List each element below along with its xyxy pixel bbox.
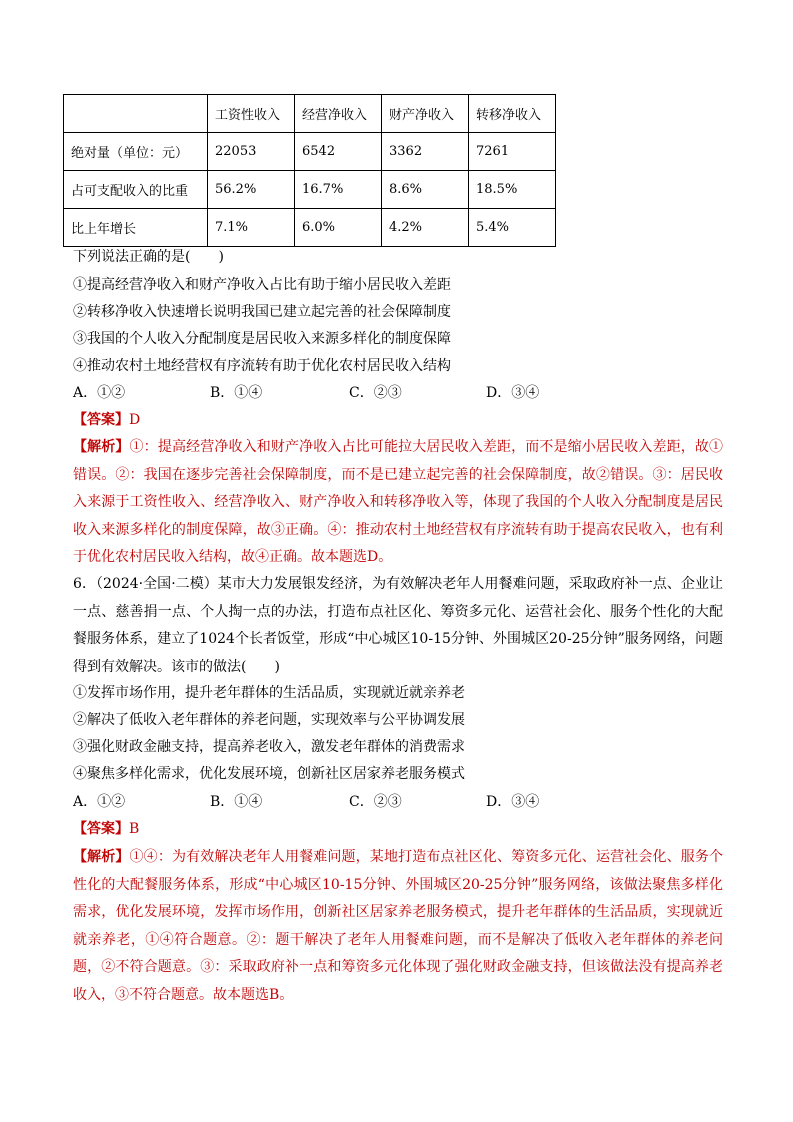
table-cell: 7261 bbox=[469, 133, 556, 171]
option-a: A．①② bbox=[73, 385, 126, 401]
analysis-paragraph bbox=[73, 434, 723, 572]
table-header-cell bbox=[64, 95, 208, 133]
analysis-text: ①④：为有效解决老年人用餐难问题，某地打造布点社区化、筹资多元化、运营社会化、服务个性化的大配餐服务体系，形成“中心城区10-15分钟、外围城区20-25分钟”服务网络，该做法聚焦多样化需求，优化发展环境，发挥市场作用，创新社区居家养老服务模式，提升老年群体的生活品质，实现就近就亲养老，①④符合题意。②：题干解决了老年人用餐难问题，而不是解决了低收入老年群体的养老问题，②不符合题意。③：采取政府补一点和筹资多元化体现了强化财政金融支持，但该做法没有提高养老收入，③不符合题意。故本题选B。 bbox=[73, 849, 724, 1003]
table-header-cell: 财产净收入 bbox=[382, 95, 469, 133]
statement-item: ④聚焦多样化需求，优化发展环境，创新社区居家养老服务模式 bbox=[73, 766, 465, 782]
table-cell: 18.5% bbox=[469, 171, 556, 209]
question-stem: 下列说法正确的是( ) bbox=[73, 249, 224, 265]
answer-value: B bbox=[129, 821, 140, 837]
statement-item: ①提高经营净收入和财产净收入占比有助于缩小居民收入差距 bbox=[73, 277, 451, 293]
option-a: A．①② bbox=[73, 794, 126, 810]
table-cell: 7.1% bbox=[208, 209, 295, 247]
table-header-cell: 经营净收入 bbox=[295, 95, 382, 133]
table-cell: 16.7% bbox=[295, 171, 382, 209]
table-cell: 3362 bbox=[382, 133, 469, 171]
table-cell: 22053 bbox=[208, 133, 295, 171]
table-cell: 6542 bbox=[295, 133, 382, 171]
statement-item: ③强化财政金融支持，提高养老收入，激发老年群体的消费需求 bbox=[73, 739, 465, 755]
table-cell: 占可支配收入的比重 bbox=[64, 171, 208, 209]
answer-tag: 【答案】 bbox=[73, 412, 129, 428]
analysis-tag: 【解析】 bbox=[73, 849, 130, 865]
table-header-cell: 转移净收入 bbox=[469, 95, 556, 133]
option-c: C．②③ bbox=[349, 794, 402, 810]
answer-options bbox=[73, 792, 633, 812]
statement-item: ③我国的个人收入分配制度是居民收入来源多样化的制度保障 bbox=[73, 331, 451, 347]
analysis-tag: 【解析】 bbox=[73, 439, 130, 455]
option-d: D．③④ bbox=[486, 794, 540, 810]
analysis-text: ①：提高经营净收入和财产净收入占比可能拉大居民收入差距，而不是缩小居民收入差距，故①错误。②：我国在逐步完善社会保障制度，而不是已建立起完善的社会保障制度，故②错误。③：居民收入来源于工资性收入、经营净收入、财产净收入和转移净收入等，体现了我国的个人收入分配制度是居民收入来源多样化的制度保障，故③正确。④：推动农村土地经营权有序流转有助于提高农民收入，也有利于优化农村居民收入结构，故④正确。故本题选D。 bbox=[73, 439, 724, 565]
table-cell: 绝对量（单位：元） bbox=[64, 133, 208, 171]
table-row bbox=[64, 133, 556, 171]
option-d: D．③④ bbox=[486, 385, 540, 401]
question-stem: 6．（2024·全国·二模）某市大力发展银发经济，为有效解决老年人用餐难问题，采取政府补一点、企业让一点、慈善捐一点、个人掏一点的办法，打造布点社区化、筹资多元化、运营社会化、服务个性化的大配餐服务体系，建立了1024个长者饭堂，形成“中心城区10-15分钟、外围城区20-25分钟”服务网络，问题得到有效解决。该市的做法( ) bbox=[73, 576, 723, 675]
statement-item: ②解决了低收入老年群体的养老问题，实现效率与公平协调发展 bbox=[73, 712, 465, 728]
answer-line bbox=[73, 819, 139, 839]
table-cell: 56.2% bbox=[208, 171, 295, 209]
table-cell: 8.6% bbox=[382, 171, 469, 209]
answer-line bbox=[73, 410, 140, 430]
option-c: C．②③ bbox=[349, 385, 402, 401]
table-cell: 5.4% bbox=[469, 209, 556, 247]
answer-value: D bbox=[129, 412, 141, 428]
table-row bbox=[64, 171, 556, 209]
analysis-paragraph bbox=[73, 844, 723, 1009]
table-cell: 比上年增长 bbox=[64, 209, 208, 247]
statement-item: ②转移净收入快速增长说明我国已建立起完善的社会保障制度 bbox=[73, 304, 451, 320]
statement-item: ①发挥市场作用，提升老年群体的生活品质，实现就近就亲养老 bbox=[73, 685, 465, 701]
option-b: B．①④ bbox=[210, 794, 263, 810]
income-table bbox=[63, 94, 556, 247]
statement-item: ④推动农村土地经营权有序流转有助于优化农村居民收入结构 bbox=[73, 358, 451, 374]
table-header-cell: 工资性收入 bbox=[208, 95, 295, 133]
answer-tag: 【答案】 bbox=[73, 821, 129, 837]
table-row bbox=[64, 209, 556, 247]
table-header-row bbox=[64, 95, 556, 133]
table-cell: 6.0% bbox=[295, 209, 382, 247]
option-b: B．①④ bbox=[210, 385, 263, 401]
answer-options bbox=[73, 383, 633, 403]
table-cell: 4.2% bbox=[382, 209, 469, 247]
